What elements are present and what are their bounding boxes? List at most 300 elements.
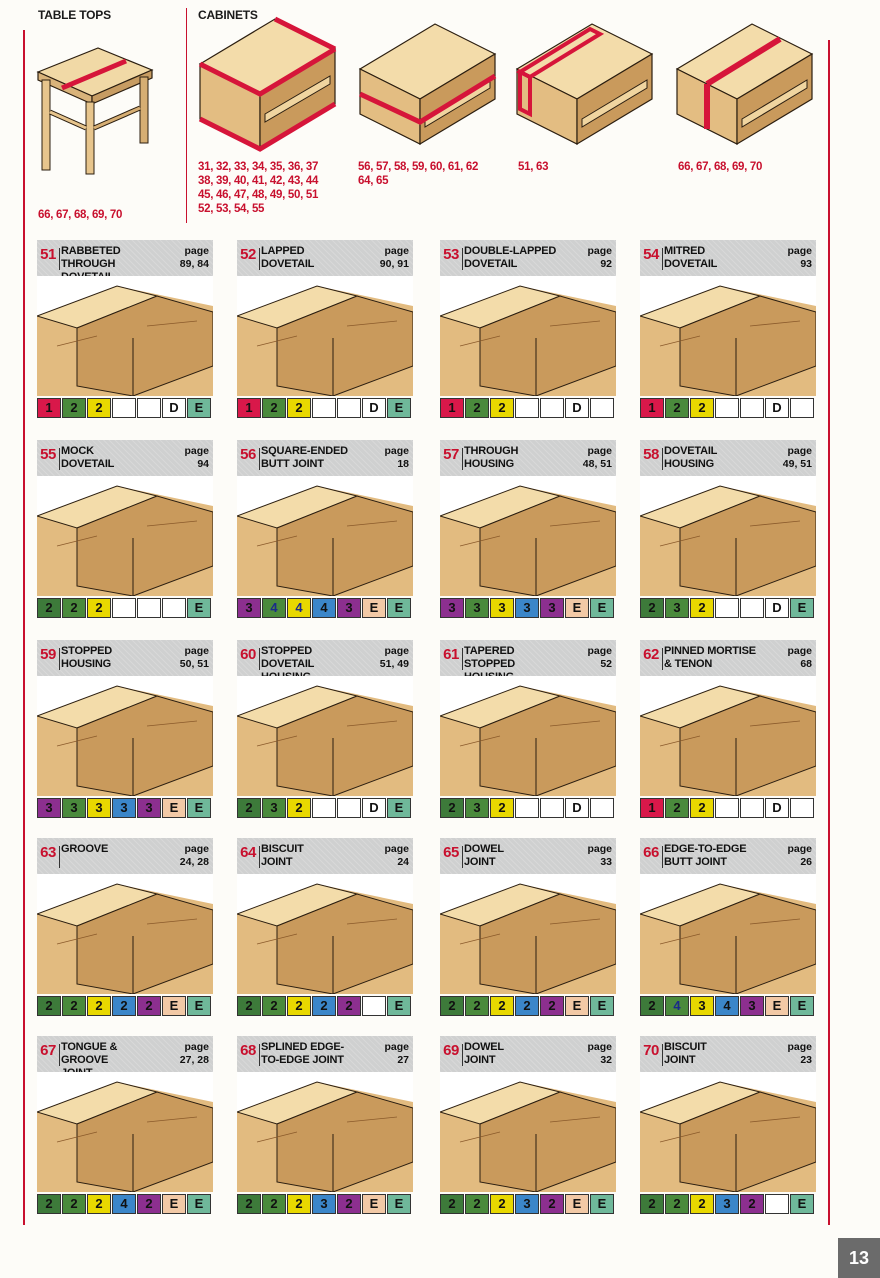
joint-card <box>237 640 413 818</box>
joint-illustration <box>440 676 616 796</box>
joint-card <box>640 1036 816 1214</box>
rating-cell: 2 <box>237 1194 261 1214</box>
joint-card <box>237 838 413 1016</box>
rating-cell: E <box>162 798 186 818</box>
joint-title-line: BISCUIT <box>664 1041 707 1053</box>
rating-cell: 2 <box>690 598 714 618</box>
joint-card <box>237 440 413 618</box>
joint-title <box>61 445 161 471</box>
joint-title-line: HOUSING <box>464 458 514 470</box>
table-tops-heading: TABLE TOPS <box>38 8 111 22</box>
rating-cell: 3 <box>690 996 714 1016</box>
right-red-rule <box>828 40 830 1225</box>
rating-cell: 3 <box>137 798 161 818</box>
rating-cell <box>715 798 739 818</box>
rating-cell: 3 <box>515 1194 539 1214</box>
cabinet-numbers-1-line: 31, 32, 33, 34, 35, 36, 37 <box>198 161 319 173</box>
cabinet-illustration-4 <box>672 14 817 159</box>
rating-cell: 2 <box>87 1194 111 1214</box>
joint-title-line: DOWEL <box>464 1041 504 1053</box>
cabinet-illustration-2 <box>355 14 500 159</box>
rating-cell: D <box>565 398 589 418</box>
page-numbers: 24, 28 <box>179 856 209 868</box>
rating-bar <box>237 996 413 1016</box>
rating-cell: E <box>162 1194 186 1214</box>
rating-cell: 1 <box>237 398 261 418</box>
rating-cell: 2 <box>112 996 136 1016</box>
page-label: page <box>587 645 612 657</box>
rating-bar <box>37 996 213 1016</box>
cabinet-numbers-3: 51, 63 <box>518 161 549 173</box>
rating-cell: D <box>362 398 386 418</box>
joint-number: 54 <box>640 246 662 263</box>
joint-illustration <box>237 1072 413 1192</box>
joint-card <box>640 640 816 818</box>
page-numbers: 93 <box>800 258 812 270</box>
cabinet-numbers-2-line: 64, 65 <box>358 175 389 187</box>
rating-cell: 3 <box>665 598 689 618</box>
joint-title-line: BUTT JOINT <box>261 458 324 470</box>
rating-cell: 2 <box>62 598 86 618</box>
card-header <box>237 1036 413 1072</box>
page-reference <box>347 245 409 271</box>
joint-illustration <box>440 276 616 396</box>
card-header <box>37 240 213 276</box>
page-label: page <box>587 1041 612 1053</box>
rating-cell: 2 <box>37 598 61 618</box>
page-numbers: 33 <box>600 856 612 868</box>
joint-number: 58 <box>640 446 662 463</box>
rating-cell: E <box>790 598 814 618</box>
rating-bar <box>640 1194 816 1214</box>
cabinet-illustration-1 <box>195 14 340 159</box>
joint-illustration <box>237 276 413 396</box>
card-header <box>640 1036 816 1072</box>
joint-number: 66 <box>640 844 662 861</box>
rating-cell: 3 <box>490 598 514 618</box>
rating-cell <box>137 398 161 418</box>
rating-cell: 2 <box>440 798 464 818</box>
rating-cell: 1 <box>640 798 664 818</box>
rating-cell <box>515 398 539 418</box>
joint-title-line: TO-EDGE JOINT <box>261 1054 344 1066</box>
page-label: page <box>384 843 409 855</box>
rating-cell: 3 <box>465 598 489 618</box>
card-header <box>440 240 616 276</box>
rating-cell: 2 <box>465 398 489 418</box>
rating-cell: E <box>187 996 211 1016</box>
rating-cell: E <box>387 398 411 418</box>
rating-cell <box>312 398 336 418</box>
joint-title-line: HOUSING <box>61 658 111 670</box>
rating-cell: D <box>765 398 789 418</box>
joint-title <box>664 445 764 471</box>
page-label: page <box>384 1041 409 1053</box>
rating-cell: 3 <box>262 798 286 818</box>
joint-card <box>640 240 816 418</box>
rating-cell: 2 <box>237 798 261 818</box>
joint-illustration <box>37 1072 213 1192</box>
rating-cell: 2 <box>262 996 286 1016</box>
joint-title <box>664 843 764 869</box>
rating-cell: E <box>790 996 814 1016</box>
rating-cell: 2 <box>440 1194 464 1214</box>
joint-illustration <box>237 476 413 596</box>
joint-title <box>664 645 764 671</box>
rating-cell: 4 <box>287 598 311 618</box>
joint-number: 68 <box>237 1042 259 1059</box>
rating-bar <box>237 1194 413 1214</box>
rating-cell: E <box>162 996 186 1016</box>
page-reference <box>347 1041 409 1067</box>
rating-cell: D <box>162 398 186 418</box>
card-header <box>237 440 413 476</box>
joint-number: 56 <box>237 446 259 463</box>
rating-cell: 2 <box>137 1194 161 1214</box>
cabinet-numbers-1 <box>198 160 358 216</box>
page-label: page <box>587 445 612 457</box>
card-header <box>37 838 213 874</box>
rating-cell: E <box>387 598 411 618</box>
rating-cell: 2 <box>37 1194 61 1214</box>
rating-bar <box>237 598 413 618</box>
joint-card <box>237 240 413 418</box>
rating-cell: E <box>565 996 589 1016</box>
joint-number: 53 <box>440 246 462 263</box>
rating-cell: E <box>790 1194 814 1214</box>
rating-cell <box>540 398 564 418</box>
card-header <box>440 440 616 476</box>
rating-cell <box>515 798 539 818</box>
card-header <box>440 838 616 874</box>
rating-bar <box>37 1194 213 1214</box>
joint-title-line: BISCUIT <box>261 843 304 855</box>
joint-number: 67 <box>37 1042 59 1059</box>
joint-illustration <box>37 276 213 396</box>
page-label: page <box>184 1041 209 1053</box>
rating-cell: 2 <box>337 1194 361 1214</box>
joint-title-line: DOVETAIL <box>61 458 115 470</box>
rating-cell: E <box>590 996 614 1016</box>
page-label: page <box>384 645 409 657</box>
page-label: page <box>587 245 612 257</box>
joint-title-line: STOPPED DOVETAIL <box>261 645 315 670</box>
joint-title-line: HOUSING <box>664 458 714 470</box>
joint-title <box>261 843 361 869</box>
rating-cell: 4 <box>715 996 739 1016</box>
rating-cell: E <box>387 798 411 818</box>
card-header <box>440 1036 616 1072</box>
page-reference <box>147 1041 209 1067</box>
rating-cell: E <box>565 1194 589 1214</box>
rating-cell: 3 <box>715 1194 739 1214</box>
rating-cell <box>312 798 336 818</box>
joint-title <box>61 843 161 856</box>
rating-cell: 2 <box>490 798 514 818</box>
page-label: page <box>587 843 612 855</box>
rating-cell: 2 <box>740 1194 764 1214</box>
cabinet-numbers-2-line: 56, 57, 58, 59, 60, 61, 62 <box>358 161 479 173</box>
joint-title-line: SQUARE-ENDED <box>261 445 348 457</box>
rating-cell: 4 <box>312 598 336 618</box>
rating-cell: 3 <box>112 798 136 818</box>
rating-cell: 2 <box>62 398 86 418</box>
page-label: page <box>184 843 209 855</box>
page-numbers: 27, 28 <box>179 1054 209 1066</box>
page-number: 13 <box>838 1238 880 1278</box>
rating-cell: 3 <box>337 598 361 618</box>
rating-cell: D <box>765 598 789 618</box>
rating-cell: 2 <box>62 996 86 1016</box>
joint-title-line: DOVETAIL <box>261 258 315 270</box>
joint-title-line: DOVETAIL <box>464 258 518 270</box>
joint-card <box>37 240 213 418</box>
joint-card <box>640 440 816 618</box>
joint-number: 60 <box>237 646 259 663</box>
page-numbers: 49, 51 <box>782 458 812 470</box>
joint-number: 51 <box>37 246 59 263</box>
page-label: page <box>787 843 812 855</box>
rating-cell: 2 <box>640 1194 664 1214</box>
rating-cell <box>540 798 564 818</box>
rating-cell: 2 <box>440 996 464 1016</box>
joint-title-line: EDGE-TO-EDGE <box>664 843 747 855</box>
rating-cell: 2 <box>37 996 61 1016</box>
rating-bar <box>237 398 413 418</box>
rating-cell: 3 <box>87 798 111 818</box>
rating-cell: 3 <box>312 1194 336 1214</box>
rating-bar <box>37 598 213 618</box>
page-label: page <box>184 645 209 657</box>
page-numbers: 94 <box>197 458 209 470</box>
rating-cell: 2 <box>87 996 111 1016</box>
rating-cell <box>740 398 764 418</box>
rating-cell <box>765 1194 789 1214</box>
rating-cell <box>790 798 814 818</box>
page-reference <box>347 645 409 671</box>
rating-cell <box>740 598 764 618</box>
joint-title <box>61 645 161 671</box>
rating-cell: 2 <box>465 1194 489 1214</box>
joint-title <box>664 1041 764 1067</box>
page-numbers: 23 <box>800 1054 812 1066</box>
rating-cell <box>715 398 739 418</box>
joint-card <box>37 1036 213 1214</box>
rating-cell: 2 <box>287 996 311 1016</box>
card-header <box>640 640 816 676</box>
joint-card <box>440 640 616 818</box>
rating-cell <box>715 598 739 618</box>
joint-title-line: DOWEL <box>464 843 504 855</box>
rating-bar <box>440 798 616 818</box>
joint-title <box>464 843 564 869</box>
rating-cell: 2 <box>262 398 286 418</box>
page-reference <box>750 645 812 671</box>
rating-cell: 2 <box>540 1194 564 1214</box>
page-numbers: 51, 49 <box>379 658 409 670</box>
page-label: page <box>787 445 812 457</box>
page-numbers: 27 <box>397 1054 409 1066</box>
rating-cell: E <box>565 598 589 618</box>
joint-illustration <box>640 1072 816 1192</box>
page-numbers: 48, 51 <box>582 458 612 470</box>
joint-number: 62 <box>640 646 662 663</box>
rating-cell <box>112 598 136 618</box>
joint-number: 57 <box>440 446 462 463</box>
rating-cell: E <box>362 1194 386 1214</box>
table-illustration <box>28 30 158 180</box>
joint-title-line: & TENON <box>664 658 713 670</box>
page-numbers: 68 <box>800 658 812 670</box>
rating-bar <box>37 398 213 418</box>
joint-title-line: SPLINED EDGE- <box>261 1041 344 1053</box>
joint-card <box>640 838 816 1016</box>
joint-title <box>464 445 564 471</box>
page-reference <box>750 1041 812 1067</box>
rating-bar <box>640 798 816 818</box>
joint-title-line: LAPPED <box>261 245 305 257</box>
card-header <box>237 640 413 676</box>
joint-title-line: MITRED <box>664 245 705 257</box>
rating-cell: 3 <box>37 798 61 818</box>
card-header <box>37 640 213 676</box>
joint-title-line: MOCK <box>61 445 94 457</box>
rating-cell <box>740 798 764 818</box>
joint-title-line: JOINT <box>464 1054 496 1066</box>
rating-cell: 2 <box>87 398 111 418</box>
rating-cell: 2 <box>137 996 161 1016</box>
rating-cell: E <box>187 798 211 818</box>
rating-cell: 2 <box>665 1194 689 1214</box>
joint-illustration <box>640 676 816 796</box>
page-reference <box>750 245 812 271</box>
rating-cell: 2 <box>87 598 111 618</box>
rating-cell: E <box>387 996 411 1016</box>
joint-number: 55 <box>37 446 59 463</box>
card-header <box>37 440 213 476</box>
rating-cell: 2 <box>690 1194 714 1214</box>
rating-cell: 2 <box>490 398 514 418</box>
card-header <box>440 640 616 676</box>
page-label: page <box>787 1041 812 1053</box>
page-reference <box>147 445 209 471</box>
page-numbers: 18 <box>397 458 409 470</box>
joint-illustration <box>237 874 413 994</box>
rating-cell: 2 <box>62 1194 86 1214</box>
rating-cell: 4 <box>112 1194 136 1214</box>
page-reference <box>550 445 612 471</box>
rating-cell: 2 <box>640 996 664 1016</box>
page-reference <box>550 843 612 869</box>
card-header <box>237 240 413 276</box>
joint-title-line: DOVETAIL <box>664 258 718 270</box>
joint-illustration <box>237 676 413 796</box>
joint-illustration <box>440 476 616 596</box>
joint-number: 61 <box>440 646 462 663</box>
rating-cell: 3 <box>62 798 86 818</box>
rating-cell <box>112 398 136 418</box>
rating-cell: 2 <box>665 398 689 418</box>
rating-cell: 3 <box>237 598 261 618</box>
page-reference <box>550 1041 612 1067</box>
joint-number: 65 <box>440 844 462 861</box>
rating-cell: 2 <box>640 598 664 618</box>
page-label: page <box>184 245 209 257</box>
page-label: page <box>384 445 409 457</box>
rating-cell: 2 <box>515 996 539 1016</box>
rating-cell: 2 <box>490 1194 514 1214</box>
joint-title <box>261 1041 361 1067</box>
card-header <box>237 838 413 874</box>
joint-title <box>261 445 361 471</box>
section-divider <box>186 8 187 223</box>
rating-cell: E <box>387 1194 411 1214</box>
rating-cell: 2 <box>287 1194 311 1214</box>
rating-cell: 2 <box>262 1194 286 1214</box>
joint-number: 63 <box>37 844 59 861</box>
rating-cell: E <box>187 598 211 618</box>
rating-cell <box>362 996 386 1016</box>
rating-cell: 2 <box>465 996 489 1016</box>
rating-cell: 2 <box>337 996 361 1016</box>
rating-cell: 2 <box>690 798 714 818</box>
rating-cell <box>337 798 361 818</box>
joint-title-line: JOINT <box>664 1054 696 1066</box>
rating-cell: 2 <box>690 398 714 418</box>
joint-title-line: BUTT JOINT <box>664 856 727 868</box>
rating-cell: 2 <box>237 996 261 1016</box>
rating-cell: 2 <box>287 798 311 818</box>
rating-cell: E <box>362 598 386 618</box>
card-header <box>640 440 816 476</box>
joint-title-line: JOINT <box>261 856 293 868</box>
rating-cell: E <box>590 598 614 618</box>
page-numbers: 26 <box>800 856 812 868</box>
page-reference <box>750 445 812 471</box>
rating-cell: 3 <box>740 996 764 1016</box>
page-numbers: 52 <box>600 658 612 670</box>
joint-illustration <box>640 276 816 396</box>
rating-cell <box>137 598 161 618</box>
joint-title-line: RABBETED THROUGH <box>61 245 121 270</box>
page-label: page <box>787 245 812 257</box>
page-numbers: 92 <box>600 258 612 270</box>
page-reference <box>347 843 409 869</box>
joint-card <box>440 1036 616 1214</box>
rating-bar <box>237 798 413 818</box>
rating-cell: 3 <box>540 598 564 618</box>
cabinet-illustration-3 <box>512 14 657 159</box>
cabinet-numbers-1-line: 52, 53, 54, 55 <box>198 203 265 215</box>
left-red-rule <box>23 30 25 1225</box>
joint-title-line: PINNED MORTISE <box>664 645 756 657</box>
joint-title-line: GROOVE <box>61 843 109 855</box>
rating-cell: E <box>765 996 789 1016</box>
rating-cell <box>337 398 361 418</box>
rating-bar <box>440 1194 616 1214</box>
rating-bar <box>37 798 213 818</box>
rating-cell: 2 <box>490 996 514 1016</box>
joint-title-line: DOUBLE-LAPPED <box>464 245 557 257</box>
rating-cell: 2 <box>665 798 689 818</box>
cabinet-numbers-1-line: 45, 46, 47, 48, 49, 50, 51 <box>198 189 319 201</box>
joint-title-line: STOPPED <box>61 645 112 657</box>
page-label: page <box>787 645 812 657</box>
page-reference <box>550 245 612 271</box>
joint-illustration <box>640 874 816 994</box>
joint-number: 52 <box>237 246 259 263</box>
joint-card <box>440 240 616 418</box>
